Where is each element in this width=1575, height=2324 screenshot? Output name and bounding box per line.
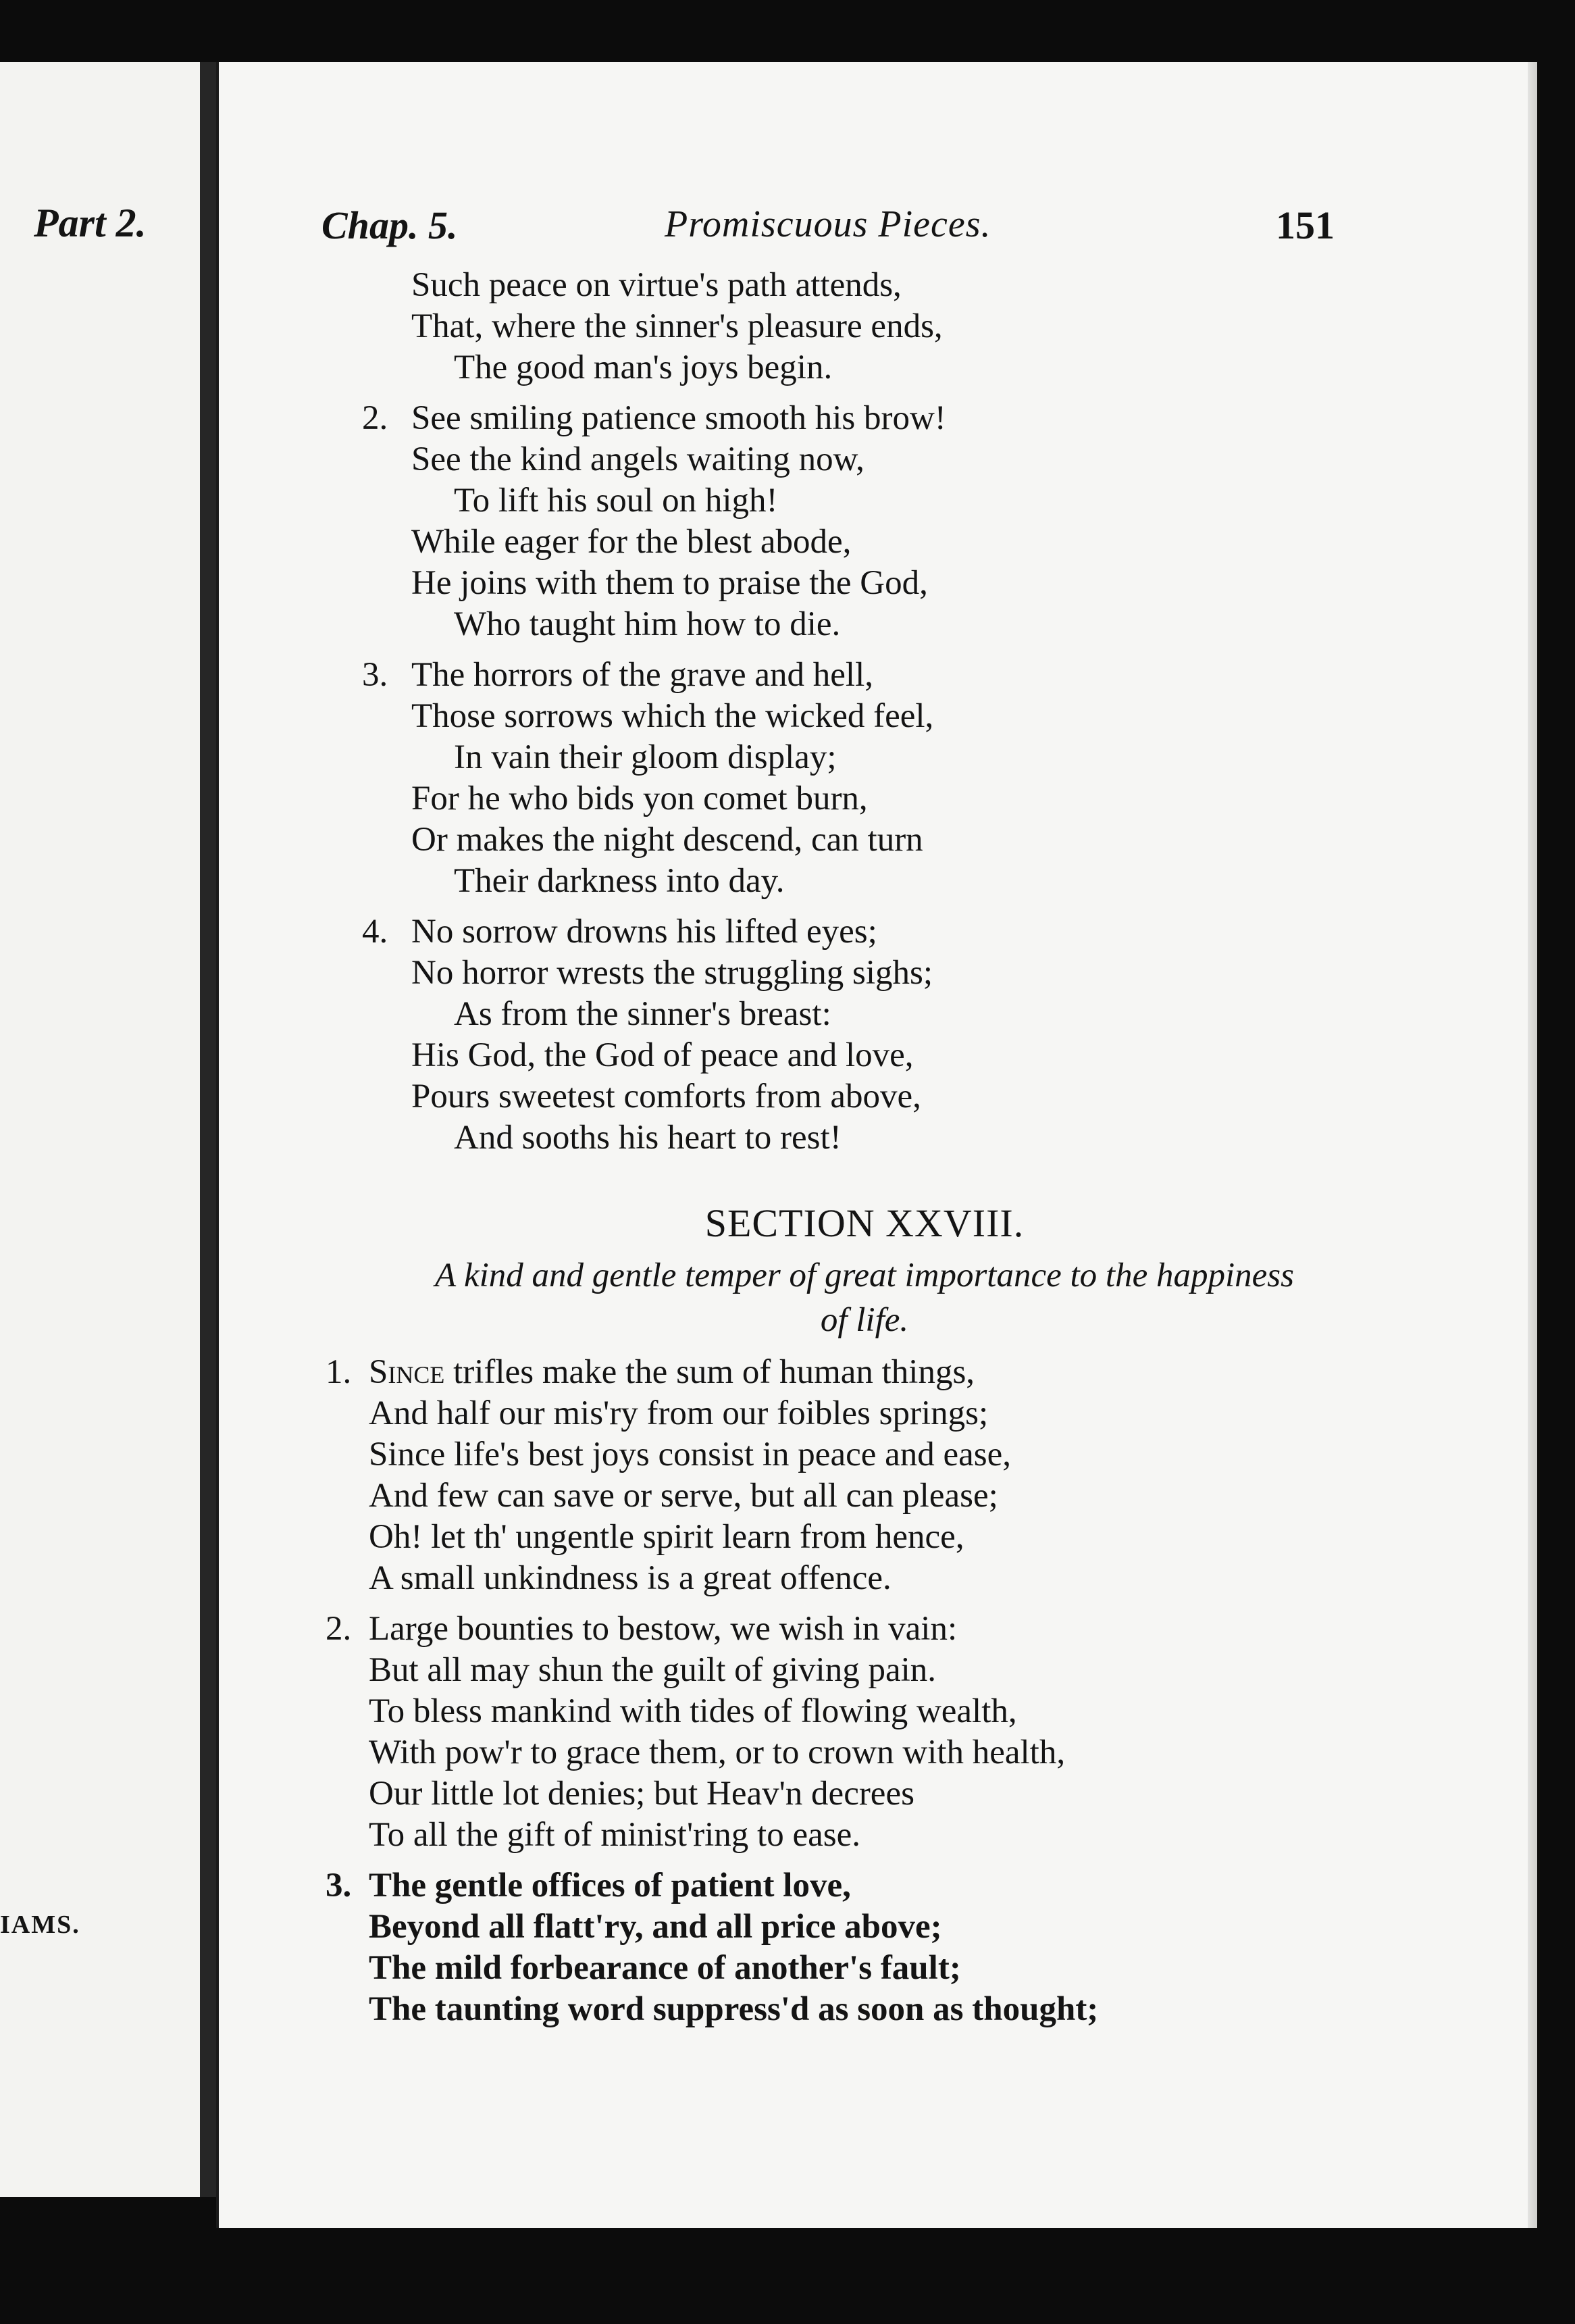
verse-line: No horror wrests the struggling sighs; bbox=[411, 954, 933, 992]
book-page bbox=[216, 62, 1537, 2228]
verse-initial-word: Since bbox=[369, 1353, 445, 1391]
verse-text: trifles make the sum of human things, bbox=[444, 1353, 975, 1391]
verse-line bbox=[219, 1609, 1537, 1650]
facing-page bbox=[0, 62, 202, 2197]
verse-line: Their darkness into day. bbox=[454, 862, 785, 900]
stanza-number: 3. bbox=[326, 1867, 352, 1904]
section-subtitle-line: A kind and gentle temper of great importance to the happiness bbox=[435, 1257, 1294, 1294]
stanza bbox=[219, 1865, 1537, 2030]
verse-line bbox=[219, 1352, 1537, 1393]
verse-line: He joins with them to praise the God, bbox=[411, 564, 928, 602]
facing-page-fragment: IAMS. bbox=[0, 1911, 80, 1939]
verse-line: Oh! let th' ungentle spirit learn from hence, bbox=[369, 1518, 964, 1556]
verse-text: The gentle offices of patient love, bbox=[369, 1867, 851, 1904]
stanza-continued bbox=[219, 265, 1537, 388]
verse-line: The good man's joys begin. bbox=[454, 349, 833, 386]
verse-line: See the kind angels waiting now, bbox=[411, 440, 864, 478]
verse-line: Or makes the night descend, can turn bbox=[411, 821, 923, 859]
verse-line bbox=[219, 1865, 1537, 1906]
verse-text: See smiling patience smooth his brow! bbox=[411, 399, 946, 437]
verse-line: For he who bids yon comet burn, bbox=[411, 780, 868, 817]
running-title: Promiscuous Pieces. bbox=[665, 203, 991, 245]
verse-line: Those sorrows which the wicked feel, bbox=[411, 697, 934, 735]
stanza-number: 2. bbox=[362, 399, 388, 437]
stanza-number: 2. bbox=[326, 1610, 352, 1648]
verse-line: And sooths his heart to rest! bbox=[454, 1119, 842, 1157]
stanza bbox=[219, 1352, 1537, 1599]
verse-line: To bless mankind with tides of flowing wealth, bbox=[369, 1692, 1017, 1730]
verse-line: But all may shun the guilt of giving pain. bbox=[369, 1651, 937, 1689]
stanza bbox=[219, 1609, 1537, 1856]
verse-line: And few can save or serve, but all can please; bbox=[369, 1477, 998, 1515]
section-subtitle bbox=[192, 1253, 1537, 1342]
verse-line: To all the gift of minist'ring to ease. bbox=[369, 1816, 860, 1854]
verse-line: As from the sinner's breast: bbox=[454, 995, 831, 1033]
verse-line: Such peace on virtue's path attends, bbox=[411, 266, 902, 304]
verse-line: Since life's best joys consist in peace and ease, bbox=[369, 1436, 1011, 1473]
verse-line: That, where the sinner's pleasure ends, bbox=[411, 307, 943, 345]
chapter-label: Chap. 5. bbox=[321, 203, 458, 247]
verse-line: His God, the God of peace and love, bbox=[411, 1036, 914, 1074]
stanza bbox=[219, 655, 1537, 902]
verse-line: A small unkindness is a great offence. bbox=[369, 1559, 892, 1597]
page-number: 151 bbox=[1276, 203, 1335, 247]
verse-line bbox=[219, 655, 1537, 696]
verse-line: In vain their gloom display; bbox=[454, 738, 837, 776]
facing-page-running-head: Part 2. bbox=[34, 201, 147, 245]
verse-text: The horrors of the grave and hell, bbox=[411, 656, 873, 694]
stanza-number: 3. bbox=[362, 656, 388, 694]
verse-text: Large bounties to bestow, we wish in vain: bbox=[369, 1610, 958, 1648]
stanza bbox=[219, 398, 1537, 645]
section-subtitle-line: of life. bbox=[820, 1301, 909, 1339]
verse-line: Beyond all flatt'ry, and all price above; bbox=[369, 1908, 942, 1946]
verse-line: Our little lot denies; but Heav'n decrees bbox=[369, 1775, 914, 1813]
book-gutter bbox=[200, 62, 216, 2197]
verse-line: With pow'r to grace them, or to crown with health, bbox=[369, 1734, 1066, 1771]
stanza-number: 4. bbox=[362, 913, 388, 951]
verse-line: To lift his soul on high! bbox=[454, 482, 778, 520]
verse-line bbox=[219, 398, 1537, 439]
verse-line: And half our mis'ry from our foibles springs; bbox=[369, 1394, 989, 1432]
stanza bbox=[219, 911, 1537, 1159]
section-heading: SECTION XXVIII. bbox=[704, 1201, 1025, 1245]
page-body bbox=[219, 265, 1537, 2030]
verse-line: The taunting word suppress'd as soon as thought; bbox=[369, 1990, 1099, 2028]
verse-line: While eager for the blest abode, bbox=[411, 523, 852, 561]
verse-text: No sorrow drowns his lifted eyes; bbox=[411, 913, 877, 951]
verse-line: Who taught him how to die. bbox=[454, 605, 841, 643]
verse-line: The mild forbearance of another's fault; bbox=[369, 1949, 961, 1987]
running-header bbox=[219, 203, 1537, 257]
verse-line bbox=[219, 911, 1537, 953]
verse-line: Pours sweetest comforts from above, bbox=[411, 1078, 921, 1115]
stanza-number: 1. bbox=[326, 1353, 352, 1391]
